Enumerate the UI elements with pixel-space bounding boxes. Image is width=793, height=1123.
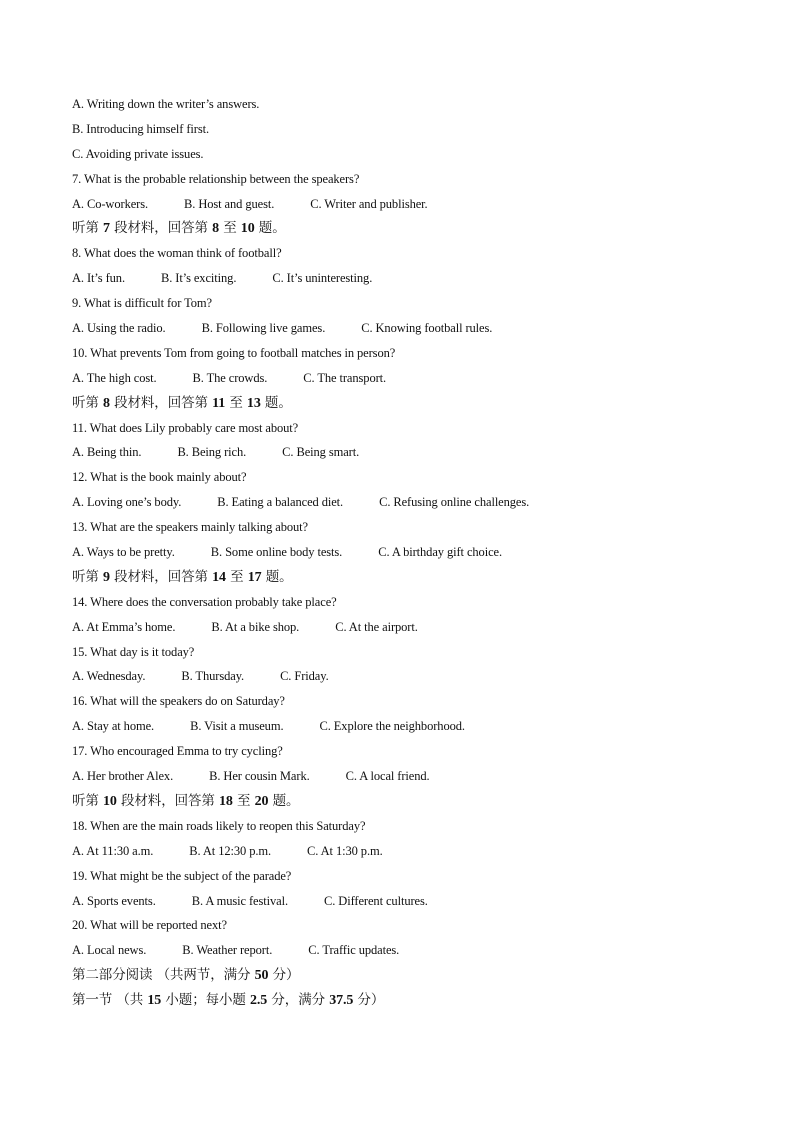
answer-option: A. At Emma’s home. <box>72 619 176 634</box>
answer-options <box>72 440 732 465</box>
answer-option: B. The crowds. <box>192 370 268 385</box>
answer-option: C. Writer and publisher. <box>310 196 428 211</box>
answer-option: A. Co-workers. <box>72 196 149 211</box>
answer-option: A. It’s fun. <box>72 271 125 286</box>
answer-option: C. Being smart. <box>282 445 360 460</box>
answer-option: B. It’s exciting. <box>160 271 237 286</box>
answer-option: B. At a bike shop. <box>211 619 300 634</box>
answer-options <box>72 764 732 789</box>
answer-option: A. At 11:30 a.m. <box>72 843 154 858</box>
question-text: 11. What does Lily probably care most about? <box>72 420 299 435</box>
question-text: 13. What are the speakers mainly talking about? <box>72 520 308 535</box>
section-heading: 第一节 （共 15 小题；每小题 2.5 分，满分 37.5 分） <box>72 992 385 1009</box>
question-text: 17. Who encouraged Emma to try cycling? <box>72 744 283 759</box>
answer-option: C. Friday. <box>280 669 329 684</box>
answer-options <box>72 192 732 217</box>
answer-options <box>72 490 732 515</box>
answer-options <box>72 839 732 864</box>
answer-option: A. Loving one’s body. <box>72 495 182 510</box>
answer-options <box>72 92 732 117</box>
question-text: 7. What is the probable relationship between the speakers? <box>72 171 360 186</box>
answer-option: B. Weather report. <box>182 943 273 958</box>
answer-option: C. At 1:30 p.m. <box>307 843 383 858</box>
question-text: 16. What will the speakers do on Saturday? <box>72 694 285 709</box>
question-text: 14. Where does the conversation probably take place? <box>72 594 337 609</box>
question-text: 9. What is difficult for Tom? <box>72 296 212 311</box>
question-text: 15. What day is it today? <box>72 644 195 659</box>
answer-option: A. Local news. <box>72 943 147 958</box>
answer-option: C. Different cultures. <box>323 893 428 908</box>
answer-option: B. Following live games. <box>201 321 326 336</box>
answer-options <box>72 615 732 640</box>
answer-option: C. It’s uninteresting. <box>272 271 373 286</box>
answer-option: A. Wednesday. <box>72 669 146 684</box>
document-page <box>72 92 732 1013</box>
answer-options <box>72 664 732 689</box>
question-text: 8. What does the woman think of football? <box>72 246 282 261</box>
question-text: 19. What might be the subject of the parade? <box>72 868 292 883</box>
answer-option: B. Her cousin Mark. <box>209 769 310 784</box>
answer-option: C. A birthday gift choice. <box>378 545 502 560</box>
question-text: 18. When are the main roads likely to reopen this Saturday? <box>72 818 366 833</box>
answer-option: B. Some online body tests. <box>210 545 343 560</box>
answer-option: A. The high cost. <box>72 370 157 385</box>
question-text: 10. What prevents Tom from going to football matches in person? <box>72 345 396 360</box>
answer-options <box>72 366 732 391</box>
answer-options <box>72 889 732 914</box>
section-heading: 听第 8 段材料，回答第 11 至 13 题。 <box>72 394 292 411</box>
answer-option: C. At the airport. <box>335 619 418 634</box>
answer-option: A. Her brother Alex. <box>72 769 174 784</box>
answer-option: C. Refusing online challenges. <box>379 495 530 510</box>
answer-options <box>72 316 732 341</box>
answer-option: B. Host and guest. <box>184 196 275 211</box>
answer-option: C. A local friend. <box>345 769 430 784</box>
answer-options <box>72 714 732 739</box>
answer-option: B. Visit a museum. <box>190 719 284 734</box>
answer-option: C. Traffic updates. <box>308 943 400 958</box>
answer-option: A. Being thin. <box>72 445 142 460</box>
answer-option: B. A music festival. <box>191 893 288 908</box>
answer-option: C. Avoiding private issues. <box>72 146 204 161</box>
answer-option: C. The transport. <box>303 370 387 385</box>
answer-options <box>72 142 732 167</box>
answer-option: A. Writing down the writer’s answers. <box>72 97 260 111</box>
answer-options <box>72 540 732 565</box>
answer-options <box>72 938 732 963</box>
answer-option: A. Using the radio. <box>72 321 166 336</box>
answer-option: B. Being rich. <box>177 445 247 460</box>
section-heading: 听第 9 段材料，回答第 14 至 17 题。 <box>72 568 293 585</box>
answer-option: C. Explore the neighborhood. <box>319 719 465 734</box>
question-text: 20. What will be reported next? <box>72 918 227 933</box>
answer-options <box>72 266 732 291</box>
answer-option: A. Stay at home. <box>72 719 155 734</box>
answer-options <box>72 117 732 142</box>
answer-option: B. Eating a balanced diet. <box>217 495 344 510</box>
section-heading: 第二部分阅读 （共两节，满分 50 分） <box>72 967 300 984</box>
answer-option: A. Ways to be pretty. <box>72 545 175 560</box>
answer-option: C. Knowing football rules. <box>361 321 493 336</box>
answer-option: B. At 12:30 p.m. <box>189 843 272 858</box>
section-heading: 听第 7 段材料，回答第 8 至 10 题。 <box>72 220 286 237</box>
answer-option: B. Introducing himself first. <box>72 121 210 136</box>
answer-option: B. Thursday. <box>181 669 245 684</box>
question-text: 12. What is the book mainly about? <box>72 470 247 485</box>
answer-option: A. Sports events. <box>72 893 156 908</box>
section-heading: 听第 10 段材料，回答第 18 至 20 题。 <box>72 792 300 809</box>
